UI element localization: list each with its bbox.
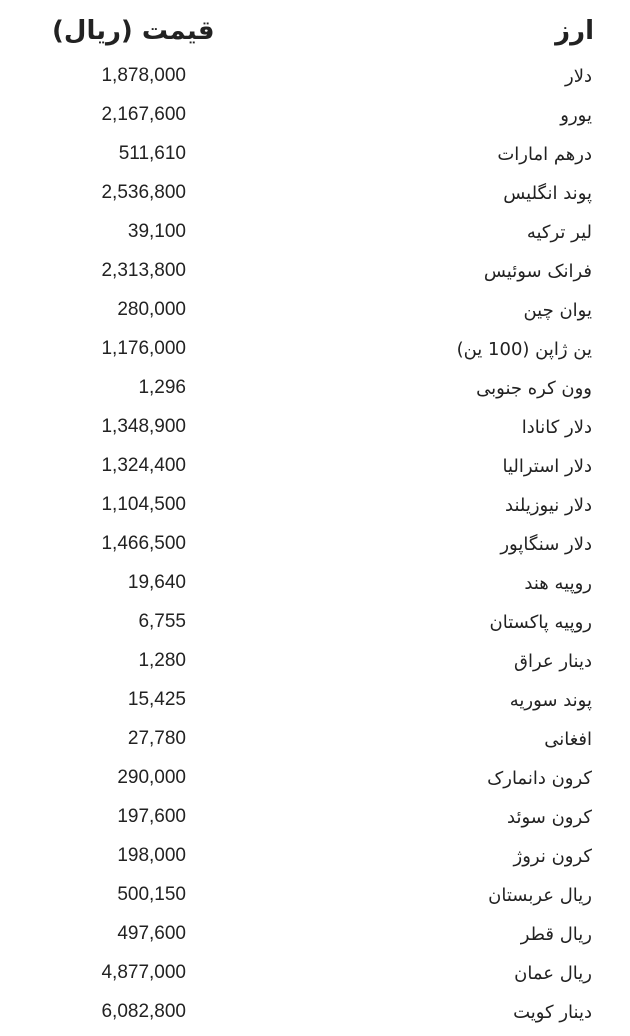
currency-name: دلار استرالیا [502,456,592,477]
currency-price: 2,167,600 [101,104,186,125]
currency-name: کرون دانمارک [487,768,592,789]
currency-price: 197,600 [117,806,186,827]
currency-name: دلار سنگاپور [500,534,592,555]
currency-price: 511,610 [118,143,186,164]
currency-name: وون کره جنوبی [476,378,592,399]
table-row [0,604,630,643]
currency-price: 1,280 [138,650,186,671]
currency-name: فرانک سوئیس [483,261,592,282]
currency-name: دینار کویت [513,1002,592,1023]
currency-name: لیر ترکیه [526,222,592,243]
table-header [0,10,630,54]
table-row [0,682,630,721]
table-row [0,97,630,136]
currency-price: 19,640 [127,572,186,593]
table-row [0,877,630,916]
currency-name: دلار نیوزیلند [505,495,592,516]
table-row [0,136,630,175]
currency-price: 1,104,500 [101,494,186,515]
currency-name: دینار عراق [514,651,592,672]
currency-name: پوند سوریه [509,690,592,711]
table-row [0,58,630,97]
currency-name: دلار کانادا [521,417,592,438]
table-row [0,526,630,565]
currency-price: 2,313,800 [101,260,186,281]
currency-name: یوان چین [523,300,592,321]
currency-price: 290,000 [117,767,186,788]
currency-price: 6,082,800 [101,1001,186,1022]
currency-price: 6,755 [138,611,186,632]
table-row [0,409,630,448]
currency-name: ریال عربستان [488,885,592,906]
currency-price: 2,536,800 [101,182,186,203]
table-row [0,799,630,838]
currency-price: 15,425 [127,689,186,710]
currency-price: 280,000 [117,299,186,320]
table-row [0,916,630,955]
table-body [0,58,630,1033]
currency-price: 497,600 [117,923,186,944]
currency-name: درهم امارات [497,144,592,165]
table-row [0,760,630,799]
currency-price: 198,000 [117,845,186,866]
currency-name: ین ژاپن (100 ین) [456,339,592,360]
currency-name: پوند انگلیس [503,183,592,204]
table-row [0,175,630,214]
currency-name: کرون نروژ [513,846,592,867]
table-row [0,838,630,877]
currency-name: افغانی [544,729,592,750]
currency-column-header: ارز [555,16,594,46]
table-row [0,955,630,994]
currency-price: 1,296 [138,377,186,398]
currency-price: 1,878,000 [101,65,186,86]
table-row [0,487,630,526]
table-row [0,370,630,409]
currency-price: 4,877,000 [101,962,186,983]
table-row [0,643,630,682]
price-column-header: قیمت (ریال) [52,16,215,46]
currency-name: کرون سوئد [507,807,592,828]
table-row [0,292,630,331]
table-row [0,253,630,292]
table-row [0,214,630,253]
currency-name: روپیه هند [524,573,592,594]
currency-price: 500,150 [117,884,186,905]
currency-name: ریال عمان [514,963,592,984]
table-row [0,565,630,604]
currency-price: 1,348,900 [101,416,186,437]
table-row [0,721,630,760]
currency-price: 39,100 [127,221,186,242]
currency-price: 1,466,500 [101,533,186,554]
currency-name: ریال قطر [520,924,592,945]
table-row [0,331,630,370]
table-row [0,448,630,487]
currency-price: 1,324,400 [101,455,186,476]
currency-name: یورو [560,105,592,126]
table-row [0,994,630,1033]
currency-price: 1,176,000 [101,338,186,359]
currency-name: روپیه پاکستان [489,612,592,633]
currency-price: 27,780 [127,728,186,749]
currency-name: دلار [565,66,592,87]
